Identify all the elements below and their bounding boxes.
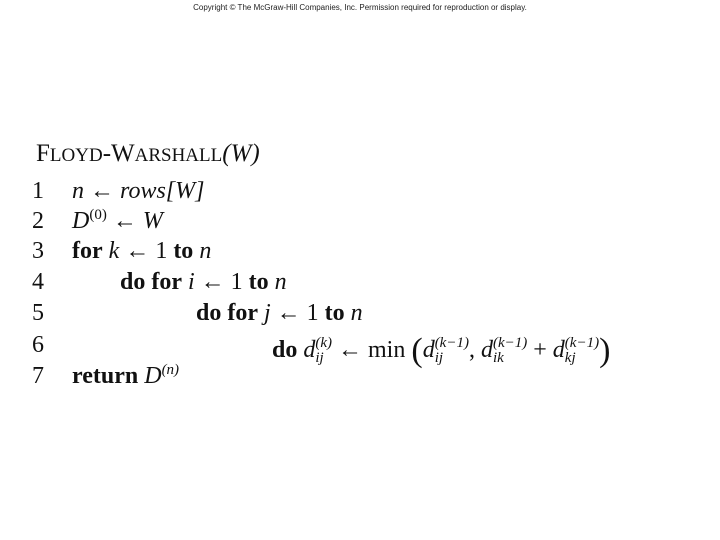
var-k: k (108, 238, 120, 264)
var-d: D (72, 208, 90, 234)
index-ij-k (315, 336, 332, 366)
subscript-ij: ij (434, 350, 444, 367)
index-ij-k-minus-1 (435, 336, 469, 366)
assign-arrow: ← (112, 208, 137, 234)
index-ik-k-minus-1 (493, 336, 527, 366)
line-number: 4 (32, 269, 44, 295)
subscript-ij: ij (315, 350, 324, 367)
min-function: min (368, 337, 406, 363)
index-kj-k-minus-1 (565, 336, 599, 366)
title-initial-w: W (111, 140, 135, 167)
var-n: n (199, 238, 212, 264)
comma: , (468, 337, 475, 363)
superscript-0: (0) (89, 207, 107, 223)
line-number: 3 (32, 238, 44, 264)
value-one: 1 (230, 269, 243, 295)
title-loyd: LOYD (49, 145, 103, 166)
var-d: D (144, 363, 162, 389)
keyword-return: return (72, 363, 139, 389)
line-number: 7 (32, 363, 44, 389)
keyword-do-for: do for (120, 269, 182, 295)
close-paren: ) (599, 332, 611, 369)
var-n: n (350, 300, 363, 326)
title-argument: (W) (222, 140, 260, 167)
superscript-k-minus-1: (k−1) (434, 335, 469, 352)
open-paren: ( (411, 332, 423, 369)
keyword-to: to (173, 238, 194, 264)
line-number: 2 (32, 208, 44, 234)
title-initial-f: F (36, 140, 50, 167)
line-number: 6 (32, 332, 44, 358)
var-n: n (72, 178, 84, 204)
var-i: i (188, 269, 195, 295)
var-j: j (264, 300, 271, 326)
plus-sign: + (533, 337, 547, 363)
keyword-do: do (272, 337, 298, 363)
superscript-k-minus-1: (k−1) (564, 335, 600, 352)
assign-arrow: ← (276, 300, 301, 326)
algorithm-title (36, 140, 260, 168)
title-arshall: ARSHALL (134, 145, 223, 166)
var-w: W (142, 208, 163, 234)
keyword-to: to (324, 300, 345, 326)
var-n: n (274, 269, 287, 295)
var-d: d (552, 337, 565, 363)
assign-arrow: ← (200, 269, 225, 295)
var-d: d (480, 337, 493, 363)
subscript-kj: kj (564, 350, 576, 367)
keyword-do-for: do for (196, 300, 258, 326)
superscript-n: (n) (161, 362, 180, 378)
line-number: 5 (32, 300, 44, 326)
keyword-to: to (248, 269, 269, 295)
rows-expr: rows[W] (120, 178, 205, 204)
value-one: 1 (306, 300, 319, 326)
line-number: 1 (32, 178, 44, 204)
superscript-k-minus-1: (k−1) (492, 335, 528, 352)
var-d: d (422, 337, 435, 363)
subscript-ik: ik (492, 350, 504, 367)
superscript-k: (k) (315, 335, 333, 352)
assign-arrow: ← (90, 178, 114, 204)
title-dash: - (102, 140, 112, 167)
assign-arrow: ← (338, 337, 363, 363)
copyright-notice: Copyright © The McGraw-Hill Companies, Inc. Permission required for reproduction or display. (193, 3, 527, 12)
assign-arrow: ← (125, 238, 150, 264)
var-d: d (303, 337, 316, 363)
keyword-for: for (72, 238, 103, 264)
value-one: 1 (155, 238, 168, 264)
